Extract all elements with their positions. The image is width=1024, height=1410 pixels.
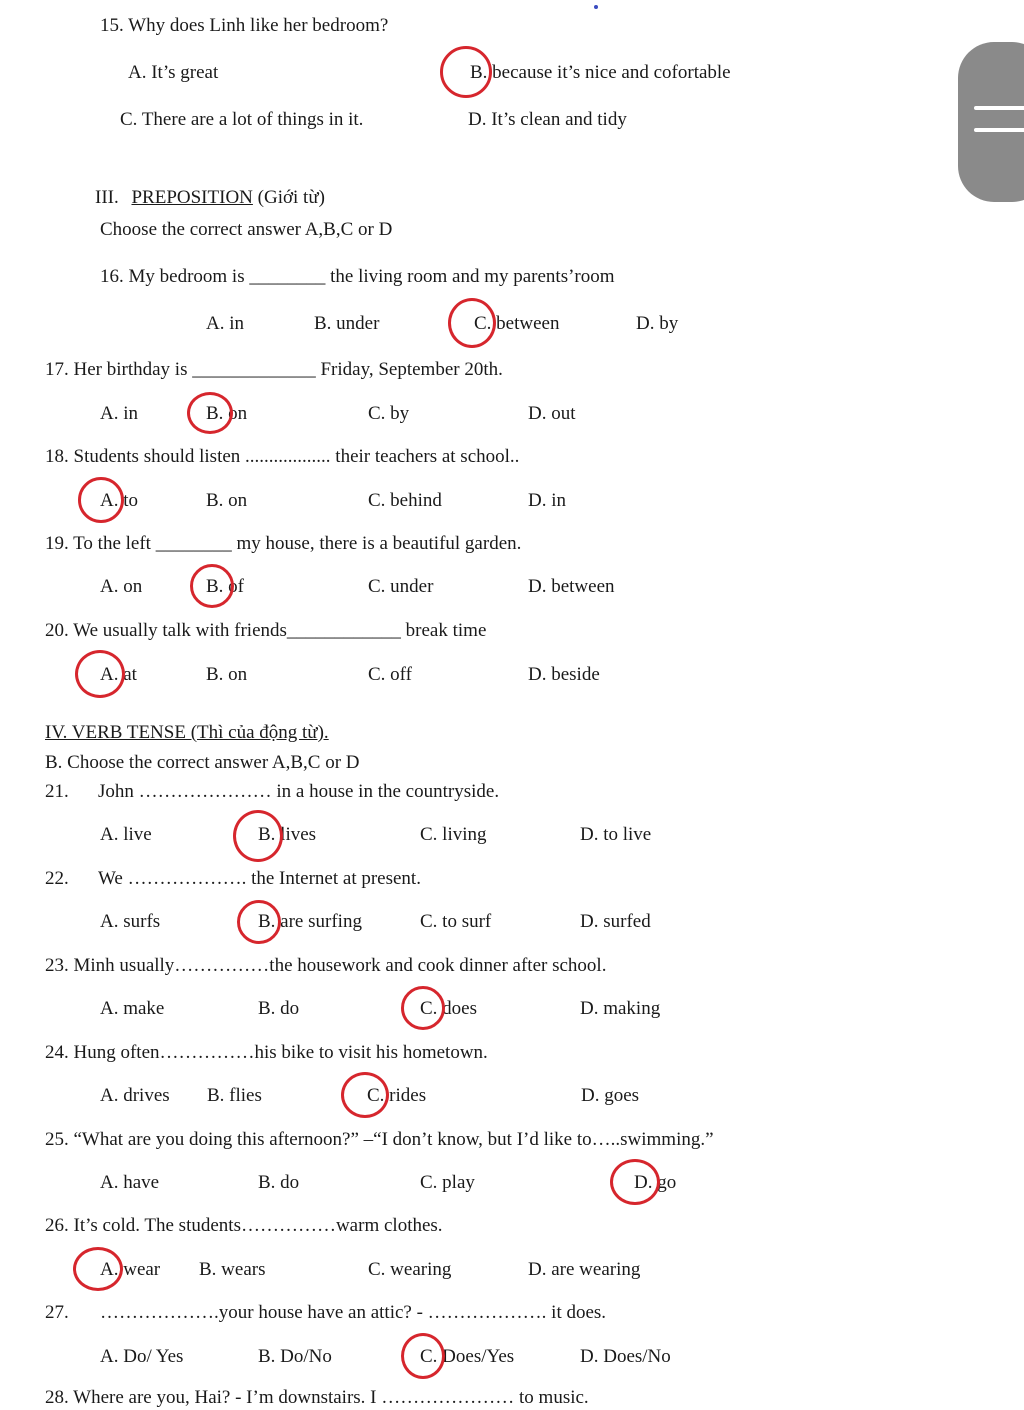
q16-question: 16. My bedroom is ________ the living room and my parents’room [100, 266, 615, 287]
handle-grip-line-top [974, 106, 1024, 110]
q20-option-a: A. at [100, 664, 137, 685]
q27-option-a: A. Do/ Yes [100, 1346, 184, 1367]
q17-answer-circle [187, 392, 233, 434]
handle-grip-line-bottom [974, 128, 1024, 132]
q23-option-d: D. making [580, 998, 661, 1019]
q24-question: 24. Hung often……………his bike to visit his hometown. [45, 1042, 488, 1063]
q21-number: 21. [45, 781, 69, 802]
stray-dot [594, 5, 598, 9]
section4-instruction: B. Choose the correct answer A,B,C or D [45, 752, 360, 773]
q18-option-b: B. on [206, 490, 248, 511]
q19-option-d: D. between [528, 576, 615, 597]
q23-option-c: C. does [420, 998, 477, 1019]
q18-option-c: C. behind [368, 490, 442, 511]
scroll-handle[interactable] [958, 42, 1024, 202]
q21-option-c: C. living [420, 824, 487, 845]
q20-option-d: D. beside [528, 664, 600, 685]
q27-option-d: D. Does/No [580, 1346, 671, 1367]
q18-answer-circle [78, 477, 124, 523]
q21-answer-circle [233, 810, 283, 862]
q18-option-a: A. to [100, 490, 138, 511]
q25-option-a: A. have [100, 1172, 160, 1193]
q19-option-a: A. on [100, 576, 143, 597]
q16-option-c: C. between [474, 313, 560, 334]
q27-number: 27. [45, 1302, 69, 1323]
q23-option-a: A. make [100, 998, 165, 1019]
q15-answer-circle [440, 46, 492, 98]
q16-option-d: D. by [636, 313, 679, 334]
q18-option-d: D. in [528, 490, 566, 511]
q25-option-c: C. play [420, 1172, 475, 1193]
q17-option-b: B. on [206, 403, 248, 424]
q18-question: 18. Students should listen .................. their teachers at school.. [45, 446, 520, 467]
q17-option-a: A. in [100, 403, 138, 424]
q21-option-a: A. live [100, 824, 152, 845]
q26-question: 26. It’s cold. The students……………warm clothes. [45, 1215, 443, 1236]
q22-answer-circle [237, 900, 281, 944]
section3-instruction: Choose the correct answer A,B,C or D [100, 219, 393, 240]
q21-question: John ………………… in a house in the countryside. [98, 781, 500, 802]
section3-number: III. [95, 187, 119, 208]
q15-option-b: B. because it’s nice and cofortable [470, 62, 731, 83]
q25-question: 25. “What are you doing this afternoon?” –“I don’t know, but I’d like to…..swimming.” [45, 1129, 714, 1150]
q15-option-d: D. It’s clean and tidy [468, 109, 627, 130]
q26-answer-circle [73, 1247, 123, 1291]
q23-option-b: B. do [258, 998, 300, 1019]
q20-answer-circle [75, 650, 125, 698]
section3-heading [95, 186, 325, 210]
q22-number: 22. [45, 868, 69, 889]
q23-question: 23. Minh usually……………the housework and cook dinner after school. [45, 955, 607, 976]
q16-answer-circle [448, 298, 496, 348]
q26-option-c: C. wearing [368, 1259, 452, 1280]
q15-question: 15. Why does Linh like her bedroom? [100, 15, 389, 36]
q26-option-a: A. wear [100, 1259, 161, 1280]
q24-option-b: B. flies [207, 1085, 262, 1106]
q26-option-b: B. wears [199, 1259, 266, 1280]
section4-title: IV. VERB TENSE (Thì của động từ). [45, 722, 329, 743]
q21-option-d: D. to live [580, 824, 652, 845]
q25-option-d: D. go [634, 1172, 677, 1193]
q22-question: We ………………. the Internet at present. [98, 868, 421, 889]
q22-option-c: C. to surf [420, 911, 492, 932]
q16-option-b: B. under [314, 313, 380, 334]
q17-option-d: D. out [528, 403, 576, 424]
q23-answer-circle [401, 986, 445, 1030]
section3-subtitle: (Giới từ) [257, 187, 325, 208]
q15-option-a: A. It’s great [128, 62, 219, 83]
q27-option-b: B. Do/No [258, 1346, 332, 1367]
q22-option-a: A. surfs [100, 911, 161, 932]
q26-option-d: D. are wearing [528, 1259, 641, 1280]
q27-option-c: C. Does/Yes [420, 1346, 515, 1367]
q19-option-b: B. of [206, 576, 244, 597]
q19-option-c: C. under [368, 576, 434, 597]
q25-option-b: B. do [258, 1172, 300, 1193]
q19-answer-circle [190, 564, 234, 608]
q21-option-b: B. lives [258, 824, 317, 845]
section3-title: PREPOSITION [131, 187, 253, 208]
q20-option-b: B. on [206, 664, 248, 685]
q15-option-c: C. There are a lot of things in it. [120, 109, 364, 130]
q20-question: 20. We usually talk with friends____________ break time [45, 620, 487, 641]
q28-question: 28. Where are you, Hai? - I’m downstairs. I ………………… to music. [45, 1387, 589, 1408]
q22-option-b: B. are surfing [258, 911, 362, 932]
q24-option-d: D. goes [581, 1085, 640, 1106]
q17-option-c: C. by [368, 403, 410, 424]
q22-option-d: D. surfed [580, 911, 651, 932]
q24-answer-circle [341, 1072, 389, 1118]
q27-answer-circle [401, 1333, 445, 1379]
q16-option-a: A. in [206, 313, 244, 334]
q24-option-a: A. drives [100, 1085, 170, 1106]
q20-option-c: C. off [368, 664, 412, 685]
q27-question: ……………….your house have an attic? - ………………. it does. [100, 1302, 607, 1323]
q25-answer-circle [610, 1159, 660, 1205]
q19-question: 19. To the left ________ my house, there is a beautiful garden. [45, 533, 522, 554]
q17-question: 17. Her birthday is _____________ Friday, September 20th. [45, 359, 503, 380]
q24-option-c: C. rides [367, 1085, 427, 1106]
